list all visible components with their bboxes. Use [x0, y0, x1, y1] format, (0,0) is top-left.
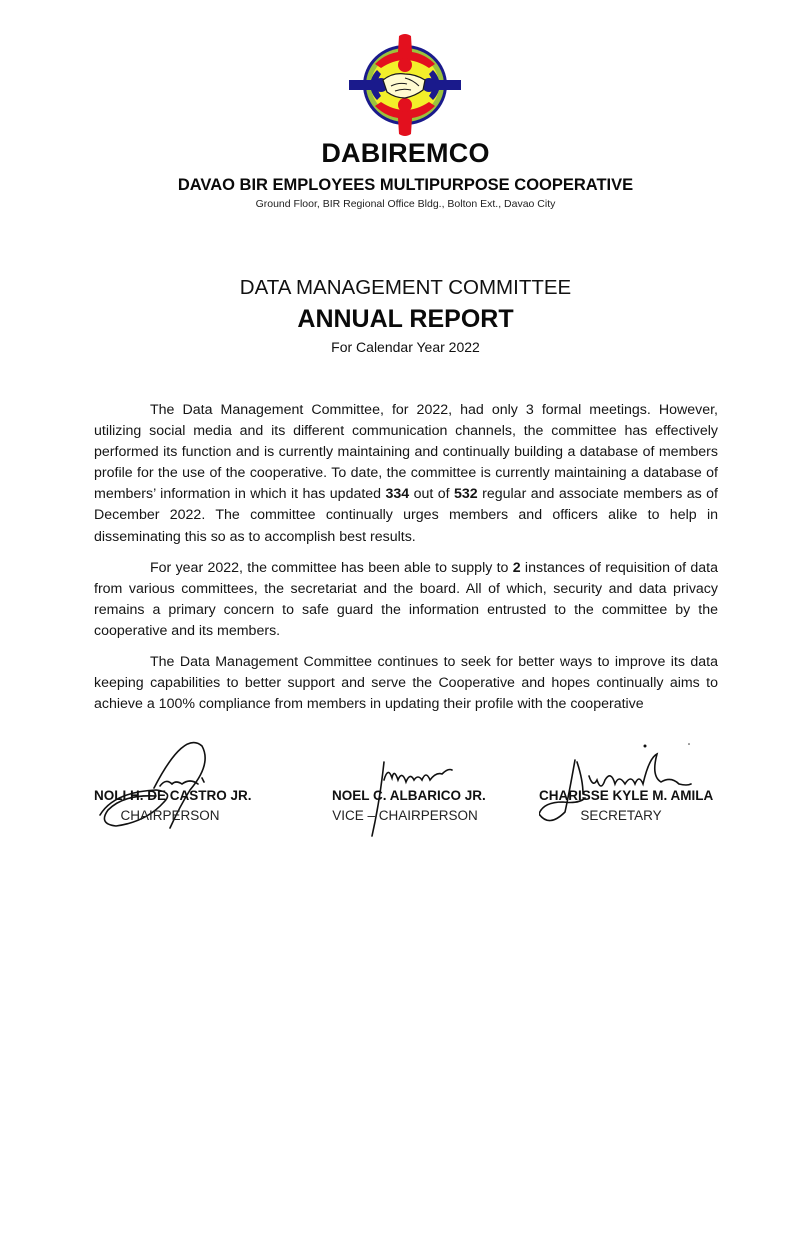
paragraph-goals: The Data Management Committee continues to seek for better ways to improve its data keeping capabilities to better support and serve the Cooperative and hopes continually aims to achieve a 100% compliance from members in updating their profile with the cooperative [94, 654, 718, 713]
org-acronym: DABIREMCO [321, 138, 490, 168]
report-body [94, 400, 718, 725]
signatory-vice-chairperson [332, 740, 572, 840]
report-title: ANNUAL REPORT [297, 305, 514, 333]
updated-members-count: 334 [385, 486, 410, 503]
org-full-name: DAVAO BIR EMPLOYEES MULTIPURPOSE COOPERATIVE [177, 176, 634, 194]
total-members-count: 532 [454, 486, 478, 503]
signatory-name: CHARISSE KYLE M. AMILA [539, 788, 714, 803]
paragraph-requisitions: For year 2022, the committee has been able to supply to 2 instances of requisition of data from various committees, the secretariat and the board. All of which, security and data privacy remains a primary concern to safe guard the information entrusted to the committee by the cooperative and its members. [94, 559, 719, 639]
signatory-name: NOEL C. ALBARICO JR. [332, 788, 486, 803]
paragraph-meetings: The Data Management Committee, for 2022, had only 3 formal meetings. However, utilizing social media and its different communication channels, the committee has effectively performed its function and is currently maintaining and continually building a database of members profile for the use of the cooperative. To date, the committee is currently maintaining a database of members’ information in which it has updated 334 out of 532 regular and associate members as of December 2022. The committee continually urges members and officers alike to help in disseminating this so as to accomplish best results. [94, 402, 718, 545]
org-address: Ground Floor, BIR Regional Office Bldg., Bolton Ext., Davao City [255, 198, 556, 210]
signatory-secretary [539, 740, 779, 840]
report-period: For Calendar Year 2022 [331, 339, 480, 355]
committee-name: DATA MANAGEMENT COMMITTEE [239, 276, 572, 299]
cooperative-logo-icon [349, 34, 461, 136]
signatory-position: SECRETARY [580, 808, 662, 823]
requisition-count: 2 [512, 559, 521, 576]
signatory-chairperson [94, 740, 334, 840]
signatory-name: NOLI H. DE CASTRO JR. [94, 788, 252, 803]
signatory-position: VICE – CHAIRPERSON [332, 808, 478, 823]
signatory-position: CHAIRPERSON [120, 808, 220, 823]
